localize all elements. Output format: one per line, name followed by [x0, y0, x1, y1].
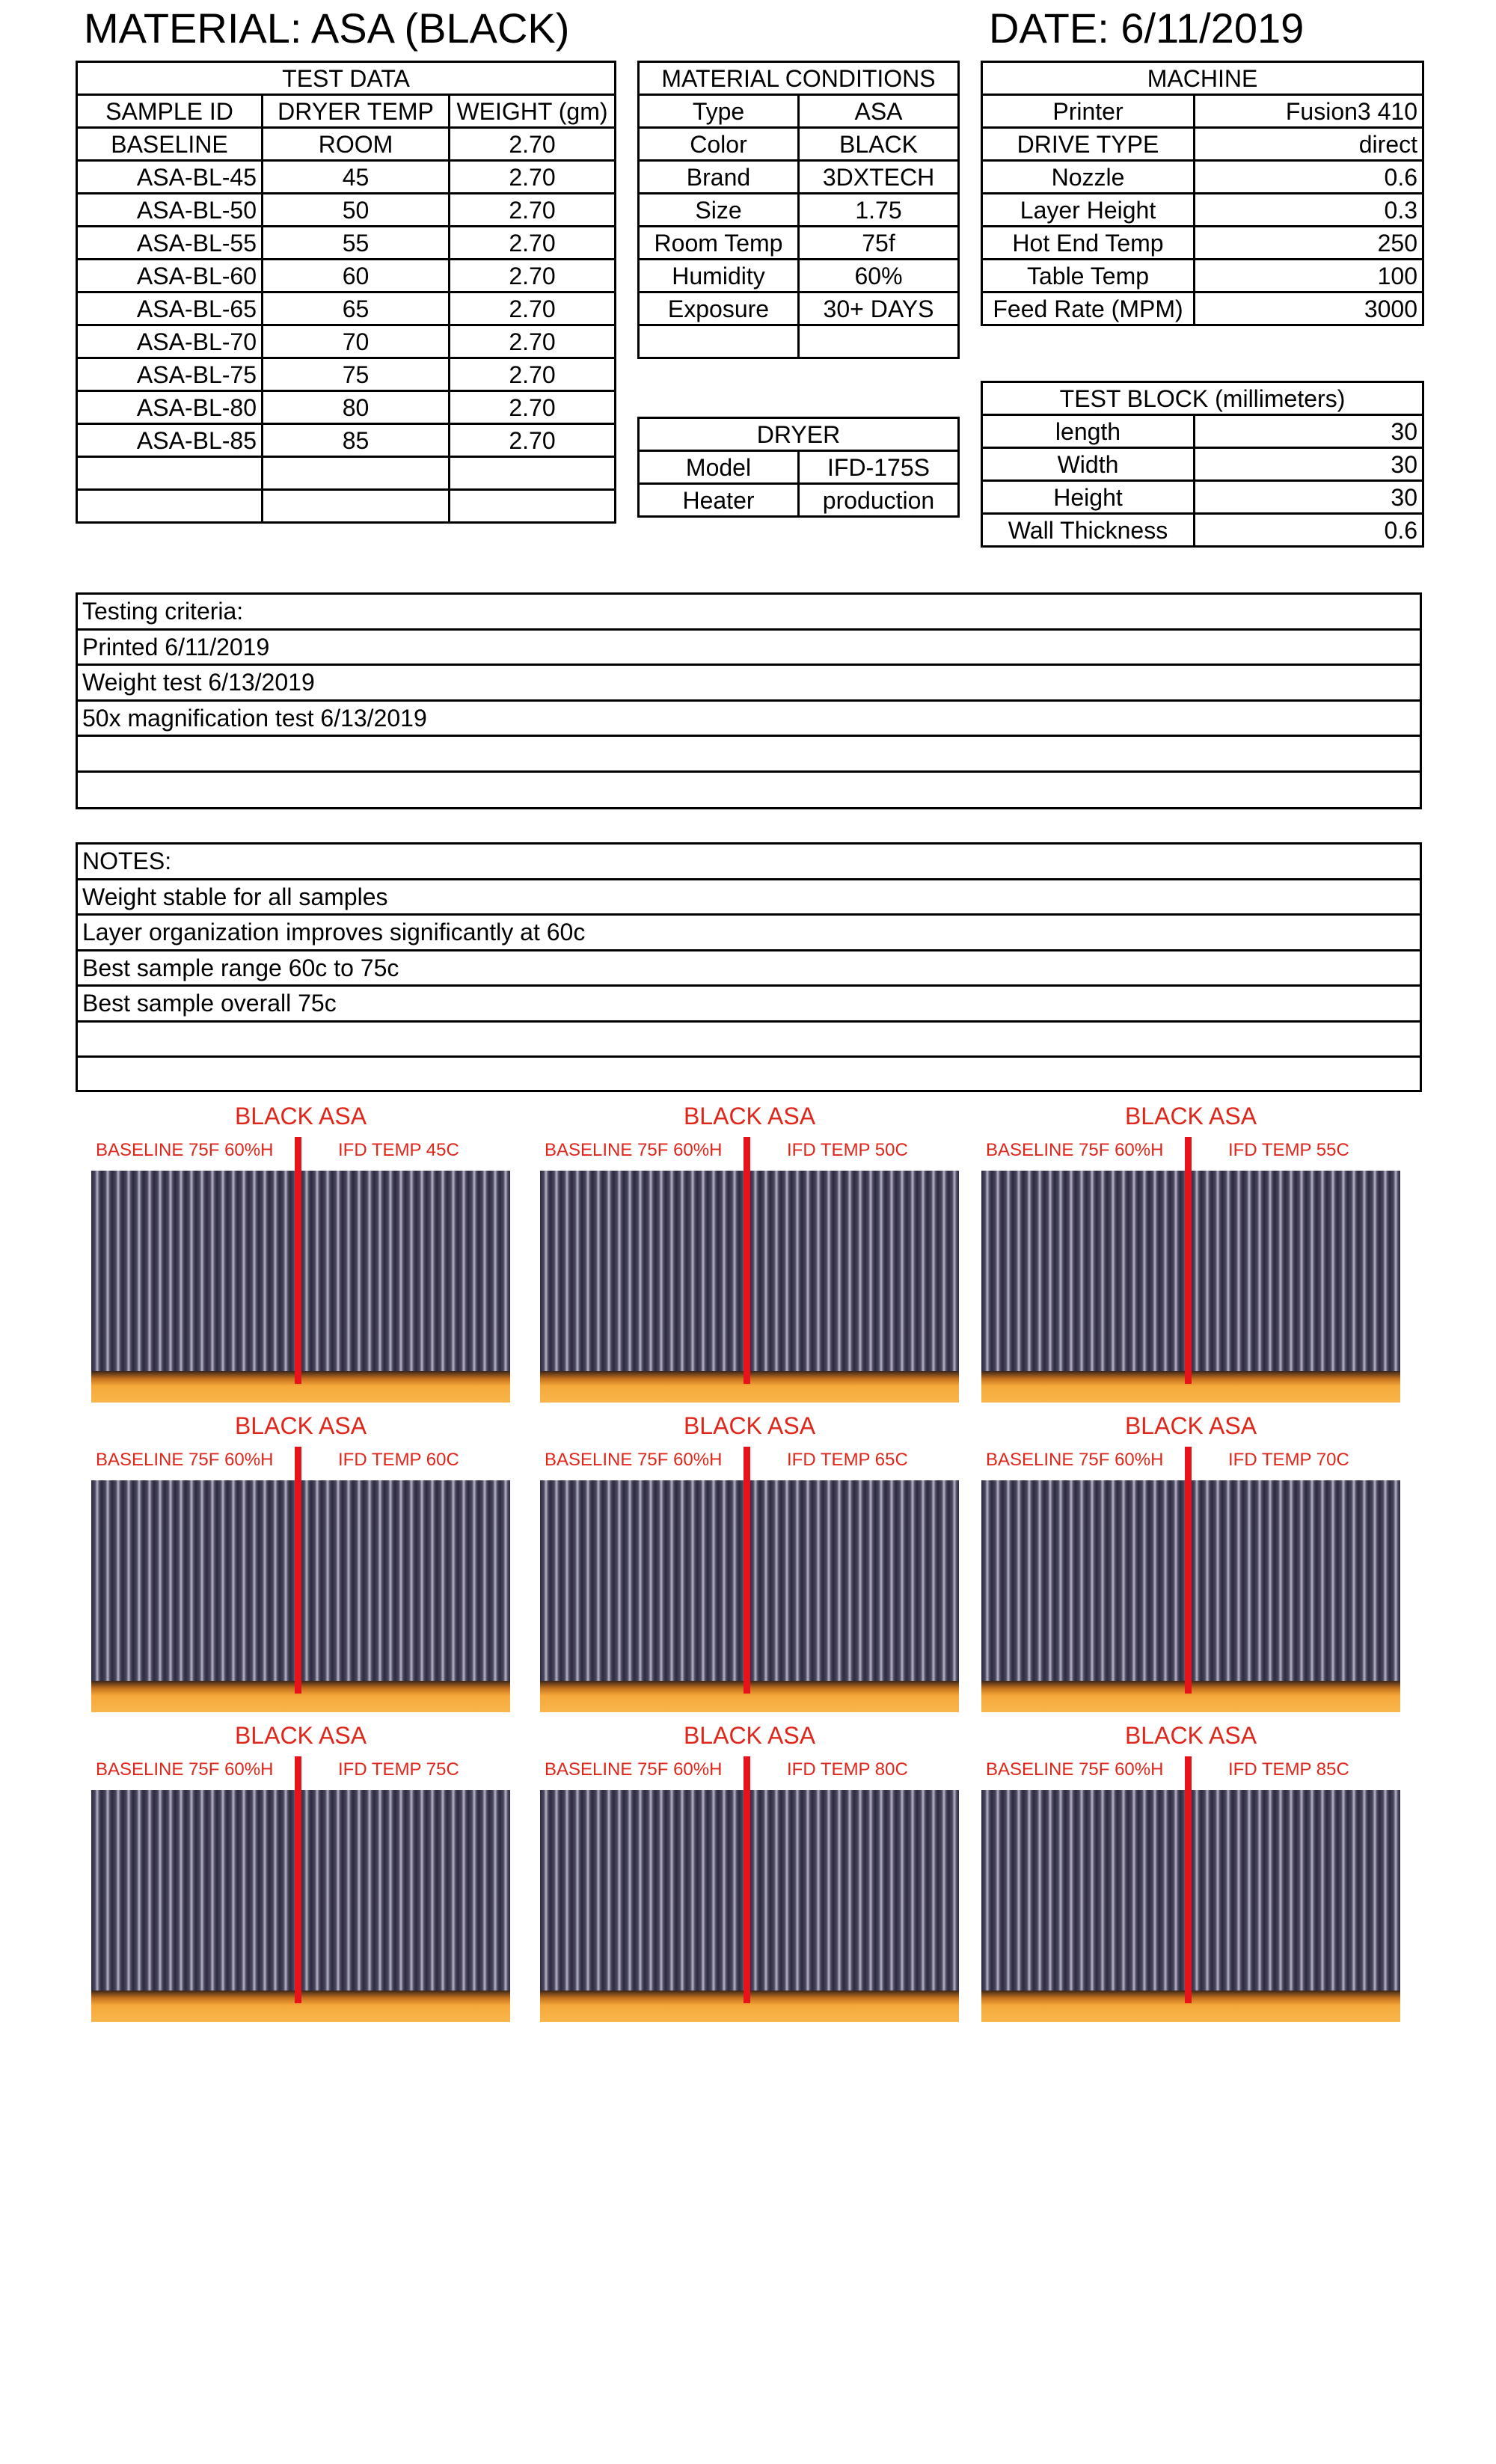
sample-id-cell: ASA-BL-55: [77, 227, 263, 260]
dryer-temp-cell: 75: [263, 358, 450, 391]
property-label-cell: Width: [982, 448, 1195, 481]
weight-cell: 2.70: [450, 128, 616, 161]
page-title: MATERIAL: ASA (BLACK): [84, 4, 570, 52]
property-label-cell: Model: [639, 451, 799, 484]
photo-title: BLACK ASA: [1124, 1103, 1257, 1130]
property-label-cell: Printer: [982, 95, 1195, 128]
divider-marker: [744, 1756, 750, 2003]
table-row: [982, 128, 1423, 161]
table-row: [639, 451, 959, 484]
divider-marker: [744, 1447, 750, 1694]
photo-title: BLACK ASA: [1124, 1412, 1257, 1439]
sample-id-cell: ASA-BL-85: [77, 424, 263, 457]
divider-marker: [1185, 1447, 1192, 1694]
sample-id-cell: ASA-BL-65: [77, 292, 263, 325]
weight-cell: [450, 490, 616, 523]
photo-title: BLACK ASA: [234, 1412, 367, 1439]
divider-marker: [295, 1137, 301, 1384]
ruled-line: Printed 6/11/2019: [78, 631, 1420, 666]
dryer-temp-cell: 70: [263, 325, 450, 358]
table-row: [639, 95, 959, 128]
photo-temp-label: IFD TEMP 80C: [787, 1759, 908, 1780]
table-row: [982, 481, 1423, 514]
dryer-temp-cell: 85: [263, 424, 450, 457]
divider-marker: [295, 1756, 301, 2003]
column-header: SAMPLE ID: [77, 95, 263, 128]
weight-cell: 2.70: [450, 358, 616, 391]
property-label-cell: Layer Height: [982, 194, 1195, 227]
property-value-cell: 1.75: [799, 194, 959, 227]
ruled-line: Testing criteria:: [78, 595, 1420, 631]
property-value-cell: ASA: [799, 95, 959, 128]
dryer-temp-cell: ROOM: [263, 128, 450, 161]
magnification-photo: [981, 1719, 1400, 2022]
property-label-cell: Brand: [639, 161, 799, 194]
property-value-cell: direct: [1195, 128, 1423, 161]
weight-cell: 2.70: [450, 227, 616, 260]
table-row: [982, 448, 1423, 481]
ruled-line: 50x magnification test 6/13/2019: [78, 702, 1420, 738]
ruled-line: Best sample overall 75c: [78, 987, 1420, 1023]
magnification-photo: [540, 1409, 959, 1712]
photo-baseline-label: BASELINE 75F 60%H: [545, 1759, 723, 1780]
property-value-cell: 75f: [799, 227, 959, 260]
photo-baseline-label: BASELINE 75F 60%H: [96, 1140, 274, 1160]
table-title-row: [982, 62, 1423, 95]
page-date: DATE: 6/11/2019: [989, 4, 1305, 52]
ruled-line: [78, 1058, 1420, 1094]
sample-id-cell: [77, 490, 263, 523]
ruled-line: Weight stable for all samples: [78, 880, 1420, 916]
photo-title: BLACK ASA: [683, 1722, 816, 1749]
material-conditions-title: MATERIAL CONDITIONS: [639, 62, 959, 95]
photo-temp-label: IFD TEMP 50C: [787, 1140, 908, 1160]
table-row: [639, 292, 959, 325]
property-value-cell: 3DXTECH: [799, 161, 959, 194]
table-row: [77, 424, 616, 457]
dryer-temp-cell: 60: [263, 260, 450, 292]
property-value-cell: 0.3: [1195, 194, 1423, 227]
sample-id-cell: ASA-BL-70: [77, 325, 263, 358]
magnification-photo: [91, 1409, 510, 1712]
weight-cell: 2.70: [450, 161, 616, 194]
table-row: [982, 227, 1423, 260]
table-title-row: [982, 382, 1423, 415]
property-value-cell: 30: [1195, 415, 1423, 448]
table-row: [77, 128, 616, 161]
table-row: [982, 415, 1423, 448]
photo-title: BLACK ASA: [234, 1103, 367, 1130]
table-row: [639, 325, 959, 358]
photo-baseline-label: BASELINE 75F 60%H: [986, 1759, 1164, 1780]
weight-cell: [450, 457, 616, 490]
machine-table: [981, 61, 1424, 326]
photo-title: BLACK ASA: [1124, 1722, 1257, 1749]
sample-id-cell: ASA-BL-80: [77, 391, 263, 424]
weight-cell: 2.70: [450, 292, 616, 325]
photo-title: BLACK ASA: [234, 1722, 367, 1749]
table-title-row: [639, 418, 959, 451]
ruled-line: [78, 737, 1420, 773]
property-value-cell: 30: [1195, 481, 1423, 514]
sample-id-cell: ASA-BL-50: [77, 194, 263, 227]
property-label-cell: Feed Rate (MPM): [982, 292, 1195, 325]
ruled-line: Layer organization improves significantly at 60c: [78, 916, 1420, 951]
table-row: [639, 128, 959, 161]
testing-criteria-box: [76, 592, 1422, 809]
magnification-photo: [91, 1100, 510, 1403]
magnification-photo: [981, 1100, 1400, 1403]
property-label-cell: Wall Thickness: [982, 514, 1195, 547]
column-header: DRYER TEMP: [263, 95, 450, 128]
property-label-cell: Color: [639, 128, 799, 161]
table-row: [77, 227, 616, 260]
property-label-cell: Size: [639, 194, 799, 227]
table-row: [982, 260, 1423, 292]
property-label-cell: Nozzle: [982, 161, 1195, 194]
photo-temp-label: IFD TEMP 60C: [338, 1450, 459, 1470]
material-conditions-table: [637, 61, 960, 359]
table-row: [77, 292, 616, 325]
table-row: [77, 490, 616, 523]
table-row: [77, 161, 616, 194]
photo-baseline-label: BASELINE 75F 60%H: [545, 1140, 723, 1160]
dryer-temp-cell: [263, 457, 450, 490]
property-value-cell: 250: [1195, 227, 1423, 260]
dryer-temp-cell: 80: [263, 391, 450, 424]
photo-temp-label: IFD TEMP 85C: [1228, 1759, 1349, 1780]
table-title-row: [77, 62, 616, 95]
sample-id-cell: ASA-BL-45: [77, 161, 263, 194]
photo-temp-label: IFD TEMP 45C: [338, 1140, 459, 1160]
property-label-cell: Humidity: [639, 260, 799, 292]
property-label-cell: Hot End Temp: [982, 227, 1195, 260]
table-row: [639, 161, 959, 194]
table-header-row: [77, 95, 616, 128]
photo-baseline-label: BASELINE 75F 60%H: [96, 1450, 274, 1470]
property-value-cell: 0.6: [1195, 514, 1423, 547]
photo-temp-label: IFD TEMP 70C: [1228, 1450, 1349, 1470]
magnification-photo: [540, 1719, 959, 2022]
weight-cell: 2.70: [450, 260, 616, 292]
photo-temp-label: IFD TEMP 65C: [787, 1450, 908, 1470]
ruled-line: NOTES:: [78, 845, 1420, 880]
magnification-photo: [540, 1100, 959, 1403]
ruled-line: Weight test 6/13/2019: [78, 666, 1420, 702]
table-row: [77, 358, 616, 391]
divider-marker: [295, 1447, 301, 1694]
machine-title: MACHINE: [982, 62, 1423, 95]
photo-temp-label: IFD TEMP 75C: [338, 1759, 459, 1780]
notes-box: [76, 842, 1422, 1092]
sample-id-cell: [77, 457, 263, 490]
dryer-temp-cell: 55: [263, 227, 450, 260]
photo-title: BLACK ASA: [683, 1412, 816, 1439]
property-label-cell: Table Temp: [982, 260, 1195, 292]
table-row: [982, 292, 1423, 325]
photo-baseline-label: BASELINE 75F 60%H: [96, 1759, 274, 1780]
table-title-row: [639, 62, 959, 95]
sample-id-cell: ASA-BL-75: [77, 358, 263, 391]
sample-id-cell: BASELINE: [77, 128, 263, 161]
table-row: [639, 484, 959, 517]
property-value-cell: 30: [1195, 448, 1423, 481]
property-label-cell: [639, 325, 799, 358]
magnification-photo: [981, 1409, 1400, 1712]
table-row: [639, 227, 959, 260]
dryer-title: DRYER: [639, 418, 959, 451]
property-value-cell: 0.6: [1195, 161, 1423, 194]
weight-cell: 2.70: [450, 391, 616, 424]
divider-marker: [1185, 1137, 1192, 1384]
property-value-cell: [799, 325, 959, 358]
table-row: [77, 457, 616, 490]
property-value-cell: 60%: [799, 260, 959, 292]
table-row: [982, 514, 1423, 547]
property-label-cell: Height: [982, 481, 1195, 514]
dryer-table: [637, 417, 960, 518]
ruled-line: [78, 1023, 1420, 1058]
property-value-cell: BLACK: [799, 128, 959, 161]
property-label-cell: Room Temp: [639, 227, 799, 260]
photo-baseline-label: BASELINE 75F 60%H: [986, 1140, 1164, 1160]
test-block-title: TEST BLOCK (millimeters): [982, 382, 1423, 415]
table-row: [982, 161, 1423, 194]
property-value-cell: 3000: [1195, 292, 1423, 325]
ruled-line: [78, 773, 1420, 809]
photo-baseline-label: BASELINE 75F 60%H: [545, 1450, 723, 1470]
property-value-cell: Fusion3 410: [1195, 95, 1423, 128]
sample-id-cell: ASA-BL-60: [77, 260, 263, 292]
weight-cell: 2.70: [450, 325, 616, 358]
property-label-cell: DRIVE TYPE: [982, 128, 1195, 161]
property-label-cell: Heater: [639, 484, 799, 517]
photo-baseline-label: BASELINE 75F 60%H: [986, 1450, 1164, 1470]
photo-title: BLACK ASA: [683, 1103, 816, 1130]
ruled-line: Best sample range 60c to 75c: [78, 951, 1420, 987]
dryer-temp-cell: 45: [263, 161, 450, 194]
property-label-cell: Exposure: [639, 292, 799, 325]
column-header: WEIGHT (gm): [450, 95, 616, 128]
table-row: [982, 194, 1423, 227]
test-block-table: [981, 381, 1424, 548]
table-row: [982, 95, 1423, 128]
property-value-cell: production: [799, 484, 959, 517]
property-label-cell: length: [982, 415, 1195, 448]
table-row: [77, 391, 616, 424]
divider-marker: [744, 1137, 750, 1384]
table-row: [77, 325, 616, 358]
property-label-cell: Type: [639, 95, 799, 128]
photo-temp-label: IFD TEMP 55C: [1228, 1140, 1349, 1160]
dryer-temp-cell: 50: [263, 194, 450, 227]
property-value-cell: 30+ DAYS: [799, 292, 959, 325]
dryer-temp-cell: [263, 490, 450, 523]
table-row: [77, 260, 616, 292]
table-row: [639, 260, 959, 292]
property-value-cell: IFD-175S: [799, 451, 959, 484]
test-data-table: [76, 61, 616, 524]
table-row: [639, 194, 959, 227]
divider-marker: [1185, 1756, 1192, 2003]
magnification-photo: [91, 1719, 510, 2022]
weight-cell: 2.70: [450, 424, 616, 457]
table-row: [77, 194, 616, 227]
dryer-temp-cell: 65: [263, 292, 450, 325]
test-data-title: TEST DATA: [77, 62, 616, 95]
property-value-cell: 100: [1195, 260, 1423, 292]
weight-cell: 2.70: [450, 194, 616, 227]
